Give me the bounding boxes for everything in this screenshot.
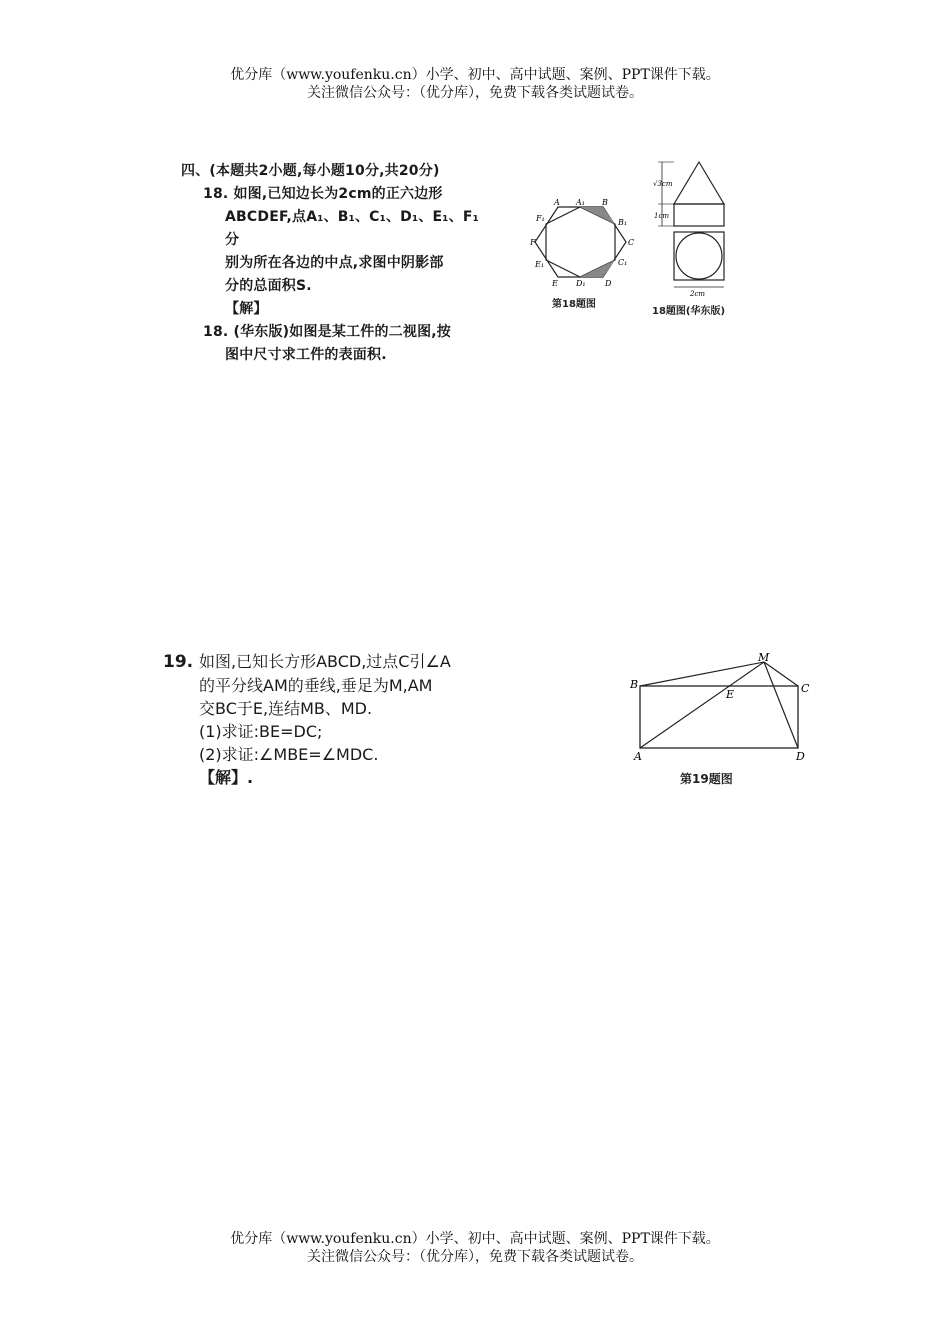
- vertex-label: C₁: [618, 258, 628, 267]
- section-4-title: 四、(本题共2小题,每小题10分,共20分): [181, 163, 440, 179]
- point-label: C: [801, 682, 810, 695]
- figure-18-caption: 第18题图: [552, 299, 596, 310]
- line-am: [640, 662, 764, 748]
- vertex-label: F: [530, 238, 536, 247]
- dimension-label: 1cm: [654, 212, 670, 220]
- figure-18-alt-caption: 18题图(华东版): [652, 306, 726, 317]
- header-line-2: 关注微信公众号：（优分库），免费下载各类试题试卷。: [307, 85, 643, 101]
- figure-19-caption: 第19题图: [680, 772, 733, 786]
- vertex-label: B: [602, 198, 608, 207]
- header-line-1: 优分库（www.youfenku.cn）小学、初中、高中试题、案例、PPT课件下载。: [230, 67, 720, 83]
- rectangle-abcd: [640, 686, 798, 748]
- vertex-label: E: [552, 279, 558, 288]
- q19-line: 如图,已知长方形ABCD,过点C引∠A: [199, 652, 451, 671]
- top-view-circle: [676, 233, 722, 279]
- point-label: B: [630, 678, 639, 691]
- vertex-label: A: [554, 198, 560, 207]
- question-18-block: [181, 160, 481, 367]
- vertex-label: A₁: [576, 198, 585, 207]
- vertex-label: F₁: [536, 214, 545, 223]
- point-label: A: [634, 750, 642, 763]
- q18-line: ABCDEF,点A₁、B₁、C₁、D₁、E₁、F₁分: [225, 209, 479, 248]
- q18-alt-line: 18. (华东版)如图是某工件的二视图,按: [203, 324, 451, 340]
- line-mb: [640, 662, 764, 686]
- q18-answer-tag: 【解】: [225, 301, 268, 317]
- q19-line: 交BC于E,连结MB、MD.: [199, 699, 373, 718]
- q18-line: 18. 如图,已知边长为2cm的正六边形: [203, 186, 443, 202]
- dimension-label: 2cm: [690, 290, 706, 298]
- figure-18-hexagon: [530, 195, 645, 290]
- vertex-label: C: [628, 238, 635, 247]
- vertex-label: D₁: [576, 279, 586, 288]
- vertex-label: B₁: [618, 218, 628, 227]
- cone-view: [674, 162, 724, 204]
- question-19-block: [163, 650, 573, 789]
- q19-line: 的平分线AM的垂线,垂足为M,AM: [199, 676, 433, 695]
- vertex-label: E₁: [535, 260, 545, 269]
- point-label: E: [726, 688, 735, 701]
- footer-line-1: 优分库（www.youfenku.cn）小学、初中、高中试题、案例、PPT课件下载。: [230, 1231, 720, 1247]
- q18-alt-line: 图中尺寸求工件的表面积.: [225, 347, 387, 363]
- outer-hexagon: [535, 207, 626, 277]
- vertex-label: D: [605, 279, 612, 288]
- figure-18-two-view: [652, 160, 752, 300]
- q19-answer-tag: 【解】.: [199, 768, 254, 787]
- point-label: D: [796, 750, 805, 763]
- q19-line: (1)求证:BE=DC;: [199, 722, 323, 741]
- top-view-box: [674, 232, 724, 280]
- page-header: [0, 66, 950, 102]
- dimension-label: √3cm: [653, 180, 673, 188]
- cylinder-view: [674, 204, 724, 226]
- q18-line: 分的总面积S.: [225, 278, 312, 294]
- footer-line-2: 关注微信公众号：（优分库），免费下载各类试题试卷。: [307, 1249, 643, 1265]
- line-md: [764, 662, 798, 748]
- q19-number: 19.: [163, 652, 194, 672]
- page-footer: [0, 1230, 950, 1266]
- q18-line: 别为所在各边的中点,求图中阴影部: [225, 255, 444, 271]
- q19-line: (2)求证:∠MBE=∠MDC.: [199, 745, 379, 764]
- figure-19-rectangle: [628, 650, 818, 765]
- point-label: M: [758, 651, 770, 664]
